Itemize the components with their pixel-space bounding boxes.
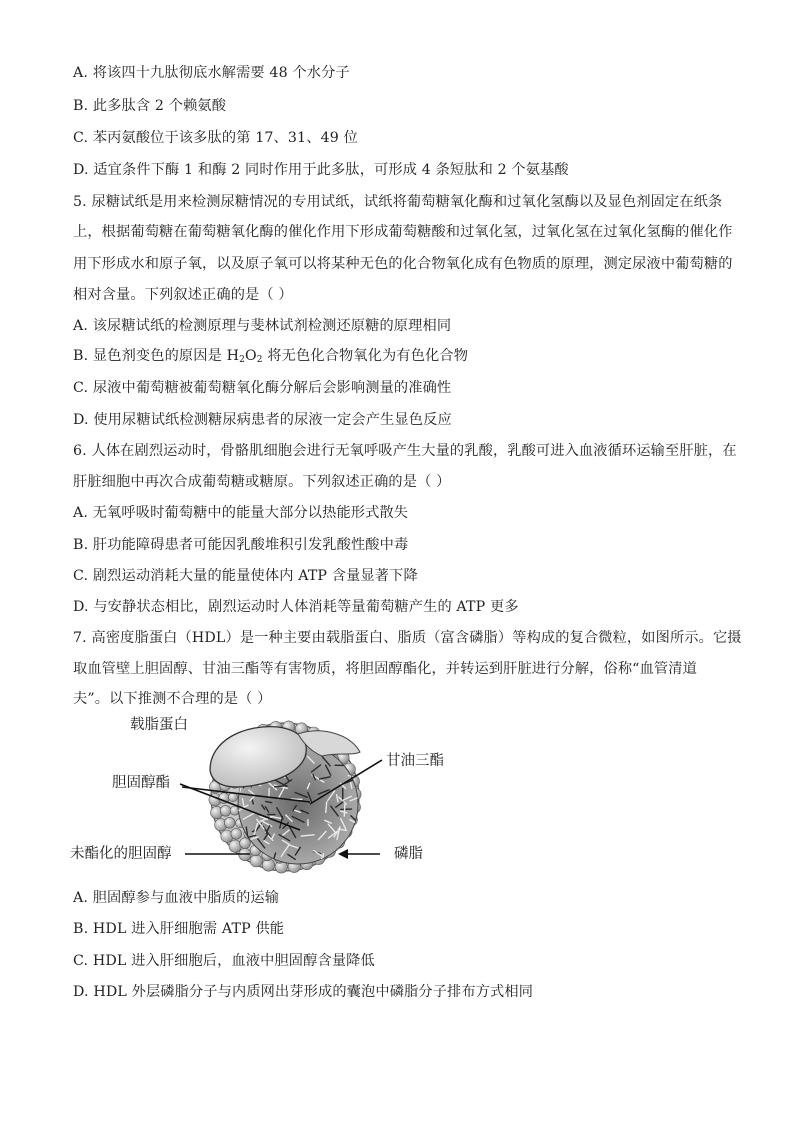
q6-stem-line-2: 肝脏细胞中再次合成葡萄糖或糖原。下列叙述正确的是（ ） [73,474,451,490]
q5-option-a: A. 该尿糖试纸的检测原理与斐林试剂检测还原糖的原理相同 [73,318,452,334]
q6-option-c: C. 剧烈运动消耗大量的能量使体内 ATP 含量显著下降 [73,568,418,584]
hdl-diagram [60,712,480,877]
lipid-tail-stroke [349,838,356,840]
q6-stem-line-1: 6. 人体在剧烈运动时，骨骼肌细胞会进行无氧呼吸产生大量的乳酸，乳酸可进入血液循环运输至肝脏，在 [73,443,737,459]
q7-stem-line-2: 取血管壁上胆固醇、甘油三酯等有害物质，将胆固醇酯化，并转运到肝脏进行分解，俗称“血管清道 [73,661,697,677]
label-phospholipid: 磷脂 [394,846,423,862]
h2o2-subscript-1: 2 [239,355,246,365]
phospholipid-head [224,817,235,828]
phospholipid-head [231,828,242,839]
phospholipid-head [250,855,262,867]
q6-option-d: D. 与安静状态相比，剧烈运动时人体消耗等量葡萄糖产生的 ATP 更多 [73,599,519,615]
q5-stem-line-2: 上，根据葡萄糖在葡萄糖氧化酶的催化作用下形成葡萄糖酸和过氧化氢，过氧化氢在过氧化氢酶的催化作 [73,224,733,240]
q5-option-c: C. 尿液中葡萄糖被葡萄糖氧化酶分解后会影响测量的准确性 [73,380,452,396]
q4-option-c: C. 苯丙氨酸位于该多肽的第 17、31、49 位 [73,130,358,146]
lipid-tail-stroke [327,859,336,862]
label-cholesteryl-ester: 胆固醇酯 [112,775,170,791]
q5-stem-line-3: 用下形成水和原子氧，以及原子氧可以将某种无色的化合物氧化成有色物质的原理，测定尿液中葡萄糖的 [73,256,733,272]
q7-option-d: D. HDL 外层磷脂分子与内质网出芽形成的囊泡中磷脂分子排布方式相同 [73,984,534,1000]
phospholipid-head [240,838,251,849]
q7-stem-line-3: 夫”。以下推测不合理的是（ ） [73,691,272,707]
label-apolipoprotein: 载脂蛋白 [130,717,188,733]
q5-option-d: D. 使用尿糖试纸检测糖尿病患者的尿液一定会产生显色反应 [73,412,452,428]
q5-option-b-post: 将无色化合物氧化为有色化合物 [262,348,469,364]
q4-option-b: B. 此多肽含 2 个赖氨酸 [73,98,227,114]
h2o2-subscript-2: 2 [256,355,263,365]
lipid-tail-stroke [326,802,327,813]
q5-stem-line-1: 5. 尿糖试纸是用来检测尿糖情况的专用试纸，试纸将葡萄糖氧化酶和过氧化氢酶以及显色剂固定在纸条 [73,194,723,210]
q7-option-c: C. HDL 进入肝细胞后，血液中胆固醇含量降低 [73,953,375,969]
q6-option-b: B. 肝功能障碍患者可能因乳酸堆积引发乳酸性酸中毒 [73,537,409,553]
q6-option-a: A. 无氧呼吸时葡萄糖中的能量大部分以热能形式散失 [73,505,409,521]
q4-option-a: A. 将该四十九肽彻底水解需要 48 个水分子 [73,65,350,81]
phospholipid-arrowhead [338,849,348,859]
label-free-cholesterol: 未酯化的胆固醇 [70,846,172,862]
phospholipid-head [220,805,231,816]
q4-option-d: D. 适宜条件下酶 1 和酶 2 同时作用于此多肽，可形成 4 条短肽和 2 个氨基酸 [73,162,569,178]
lipid-tail-stroke [344,804,345,816]
lipid-tail-stroke [349,836,351,842]
label-triglyceride: 甘油三酯 [386,753,444,769]
q5-option-b-mid: O [245,348,257,364]
q5-option-b-pre: B. 显色剂变色的原因是 H [73,348,240,364]
lipid-tail-stroke [275,786,287,787]
q7-stem-line-1: 7. 高密度脂蛋白（HDL）是一种主要由载脂蛋白、脂质（富含磷脂）等构成的复合微粒，如图所示。它摄 [73,630,742,646]
q5-stem-line-4: 相对含量。下列叙述正确的是（ ） [73,287,293,303]
q5-option-b [73,346,723,370]
q7-option-b: B. HDL 进入肝细胞需 ATP 供能 [73,921,285,937]
q7-option-a: A. 胆固醇参与血液中脂质的运输 [73,890,280,906]
